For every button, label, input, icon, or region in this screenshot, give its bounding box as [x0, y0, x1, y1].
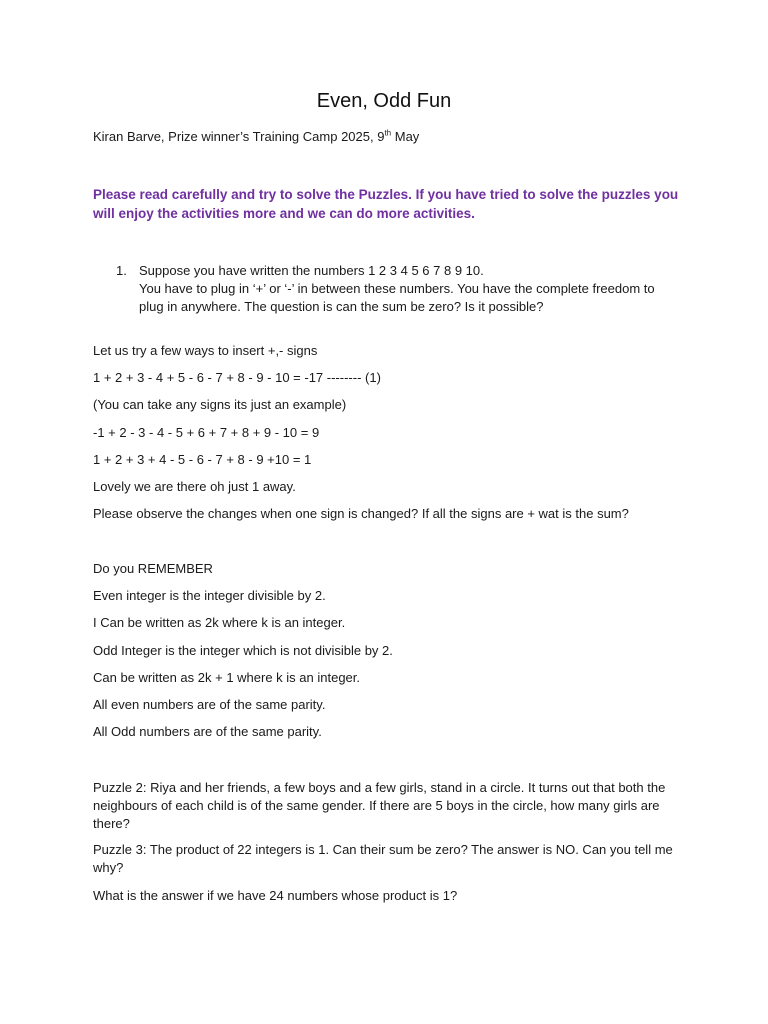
puzzle-3-followup: What is the answer if we have 24 numbers whose product is 1? — [93, 888, 458, 903]
example-remark: Lovely we are there oh just 1 away. — [93, 479, 296, 494]
puzzle-3-line: why? — [93, 860, 124, 875]
even-parity: All even numbers are of the same parity. — [93, 697, 326, 712]
puzzle-1-line: plug in anywhere. The question is can the sum be zero? Is it possible? — [139, 299, 544, 314]
puzzle-2-line: neighbours of each child is of the same gender. If there are 5 boys in the circle, how many girls are — [93, 798, 660, 813]
puzzle-2-line: Puzzle 2: Riya and her friends, a few boys and a few girls, stand in a circle. It turns out that both the — [93, 780, 666, 795]
puzzle-1-number: 1. — [116, 263, 127, 278]
example-equation-2: -1 + 2 - 3 - 4 - 5 + 6 + 7 + 8 + 9 - 10 = 9 — [93, 425, 320, 440]
puzzle-3-line: Puzzle 3: The product of 22 integers is 1. Can their sum be zero? The answer is NO. Can you tell me — [93, 842, 673, 857]
even-definition: Even integer is the integer divisible by 2. — [93, 588, 326, 603]
odd-parity: All Odd numbers are of the same parity. — [93, 724, 322, 739]
byline-superscript: th — [384, 128, 392, 138]
odd-form: Can be written as 2k + 1 where k is an integer. — [93, 670, 361, 685]
even-form: I Can be written as 2k where k is an integer. — [93, 615, 346, 630]
byline-text: Kiran Barve, Prize winner’s Training Camp 2025, 9 — [93, 129, 385, 144]
document-title: Even, Odd Fun — [316, 90, 452, 112]
example-equation-3: 1 + 2 + 3 + 4 - 5 - 6 - 7 + 8 - 9 +10 = 1 — [93, 452, 312, 467]
example-equation-1: 1 + 2 + 3 - 4 + 5 - 6 - 7 + 8 - 9 - 10 = -17 -------- (1) — [93, 370, 381, 385]
author-byline — [93, 128, 419, 146]
instruction-notice — [93, 185, 693, 223]
example-note: (You can take any signs its just an example) — [93, 397, 347, 412]
puzzle-1-line: You have to plug in ‘+’ or ‘-’ in between these numbers. You have the complete freedom to — [139, 281, 655, 296]
example-question: Please observe the changes when one sign is changed? If all the signs are + wat is the sum? — [93, 506, 629, 521]
puzzle-2-line: there? — [93, 816, 130, 831]
examples-intro: Let us try a few ways to insert +,- signs — [93, 343, 318, 358]
odd-definition: Odd Integer is the integer which is not divisible by 2. — [93, 643, 393, 658]
puzzle-2 — [93, 779, 683, 833]
puzzle-1-text — [139, 262, 655, 316]
notice-line: Please read carefully and try to solve the Puzzles. If you have tried to solve the puzzles you — [93, 187, 679, 202]
remember-heading: Do you REMEMBER — [93, 561, 213, 576]
puzzle-3 — [93, 841, 683, 877]
puzzle-1-line: Suppose you have written the numbers 1 2 3 4 5 6 7 8 9 10. — [139, 263, 484, 278]
byline-suffix: May — [391, 129, 420, 144]
notice-line: will enjoy the activities more and we can do more activities. — [93, 206, 475, 221]
